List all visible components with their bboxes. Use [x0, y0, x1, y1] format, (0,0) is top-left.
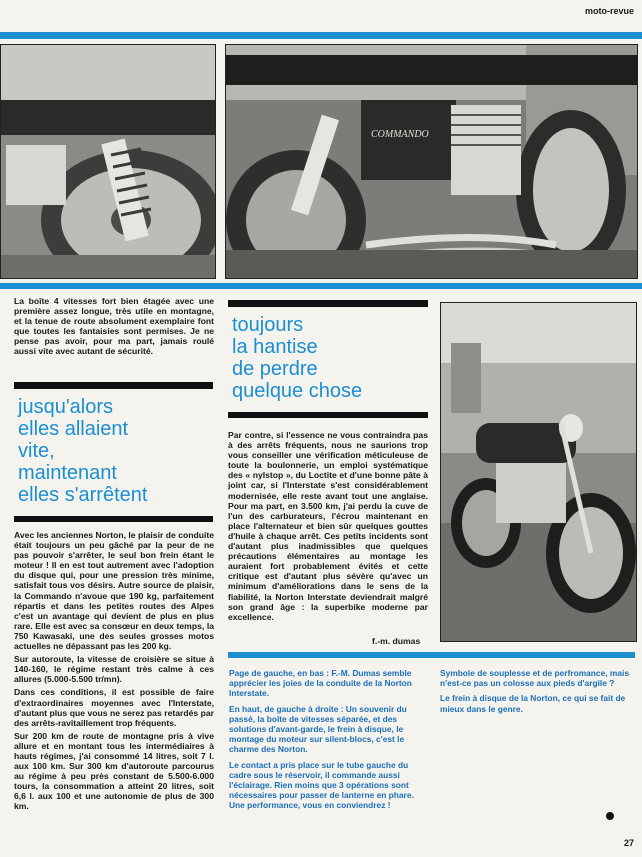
headline-middle-line: la hantise — [232, 336, 318, 358]
page-marker-dot — [606, 812, 614, 820]
caption-text: Le frein à disque de la Norton, ce qui se fait de mieux dans le genre. — [440, 693, 626, 714]
page-number: 27 — [624, 838, 635, 848]
caption-blue-rule — [228, 652, 635, 658]
headline-left-line: jusqu'alors — [18, 396, 113, 418]
headline-middle — [232, 314, 432, 402]
caption-text: En haut, de gauche à droite : Un souvenir du passé, la boîte de vitesses séparée, et des solutions d'avant-garde, le frein à disque, le montage du moteur sur silent-blocs, c'est le charme des Norton. — [229, 703, 407, 755]
headline-left-rule-bottom — [14, 516, 213, 522]
photo-rear-suspension — [0, 44, 216, 279]
paragraph: Avec les anciennes Norton, le plaisir de conduite était toujours un peu gâché par la peur de ne pas pouvoir s'arrêter, le seul bon frein étant le moteur ! Il en est tout autrement avec l'adoption du disque qui, pour une pression très minime, satisfait tous vos désirs. Autre source de plaisir, la Commando n'avoue que 190 kg, parfaitement répartis et dans les petites routes des Alpes c'est un avantage qui devient de plus en plus rare. Elle est avec sa consœur en deux temps, la 750 Kawasaki, une des seules grosses motos actuelles ne dépassant pas les 200 kg. — [14, 530, 214, 652]
section-header: moto-revue — [585, 6, 635, 16]
intro-paragraph: La boîte 4 vitesses fort bien étagée avec une première assez longue, très utile en montagne, et la tenue de route absolument exemplaire font que toutes les fantaisies sont permises. Je ne pense pas avoir, pour ma part, jamais roulé aussi vite avec autant de sécurité. — [14, 296, 214, 357]
paragraph: Sur 200 km de route de montagne pris à vive allure et en montant tous les intermédiaires à hauts régimes, j'ai consommé 14 litres, soit 7 l. aux 100 km. Sur 300 km d'autoroute parcourus au régime à peu près constant de 5.500-6.000 tours, la consommation a atteint 20 litres, soit 6,6 l. aux 100 et une autonomie de plus de 300 km. — [14, 730, 214, 812]
headline-left-line: elles allaient — [18, 418, 129, 440]
author-signature: f.-m. dumas — [372, 636, 421, 646]
headline-middle-rule-top — [228, 300, 428, 307]
headline-left-rule-top — [14, 382, 213, 389]
article-column-left — [14, 530, 214, 815]
headline-left-line: elles s'arrêtent — [18, 484, 148, 506]
headline-middle-rule-bottom — [228, 412, 428, 418]
mid-blue-rule — [0, 283, 642, 289]
headline-left — [18, 396, 213, 506]
headline-left-line: maintenant — [18, 462, 117, 484]
headline-left-line: vite, — [18, 440, 55, 462]
caption-text: Symbole de souplesse et de perfromance, mais n'est-ce pas un colosse aux pieds d'argile ? — [440, 668, 629, 689]
headline-middle-line: quelque chose — [232, 380, 363, 402]
caption-text: Le contact a pris place sur le tube gauche du cadre sous le réservoir, il commande aussi l'éclairage. Rien moins que 3 opérations sont nécessaires pour passer de lanterne en phare. Une performance, vous en conviendrez ! — [229, 759, 414, 811]
engine-badge-text: COMMANDO — [371, 129, 429, 140]
paragraph: Dans ces conditions, il est possible de faire d'extraordinaires moyennes avec l'Interstate, d'autant plus que vous ne serez pas retardés par des arrêts-ravitaillement trop fréquents. — [14, 687, 214, 728]
top-blue-rule — [0, 32, 642, 39]
captions-left — [229, 668, 427, 816]
photo-motorcycle-parked — [440, 302, 637, 642]
caption-text: Page de gauche, en bas : F.-M. Dumas semble apprécier les joies de la conduite de la Norton Interstate. — [229, 668, 412, 699]
headline-middle-line: toujours — [232, 314, 304, 336]
captions-right — [440, 668, 634, 719]
article-column-middle: Par contre, si l'essence ne vous contraindra pas à des arrêts fréquents, nous ne saurions trop vous conseiller une vérification méticuleuse de toute la boulonnerie, un emploi systématique des « nylstop », du Loctite et d'une bonne pâte à joint car, si l'Interstate s'est considérablement modernisée, elle reste avant tout une anglaise. Pour ma part, en 3.500 km, j'ai perdu la cuve de l'un des carburateurs, l'écrou maintenant en place l'alternateur et bien sûr quelques gouttes d'huile à chaque arrêt. Ces petits incidents sont d'autant plus inadmissibles que quelques précautions élémentaires au montage les auraient fort probablement évités et cette critique est d'autant plus sévère qu'avec un minimum d'améliorations dans le sens de la fiabilité, la Norton Interstate deviendrait malgré son grand âge : la superbike moderne par excellence. — [228, 430, 428, 622]
paragraph: Sur autoroute, la vitesse de croisière se situe à 140-160, le régime restant très calme à ces allures (5.000-5.500 tr/mn). — [14, 654, 214, 685]
photo-engine-commando — [225, 44, 638, 279]
headline-middle-line: de perdre — [232, 358, 318, 380]
